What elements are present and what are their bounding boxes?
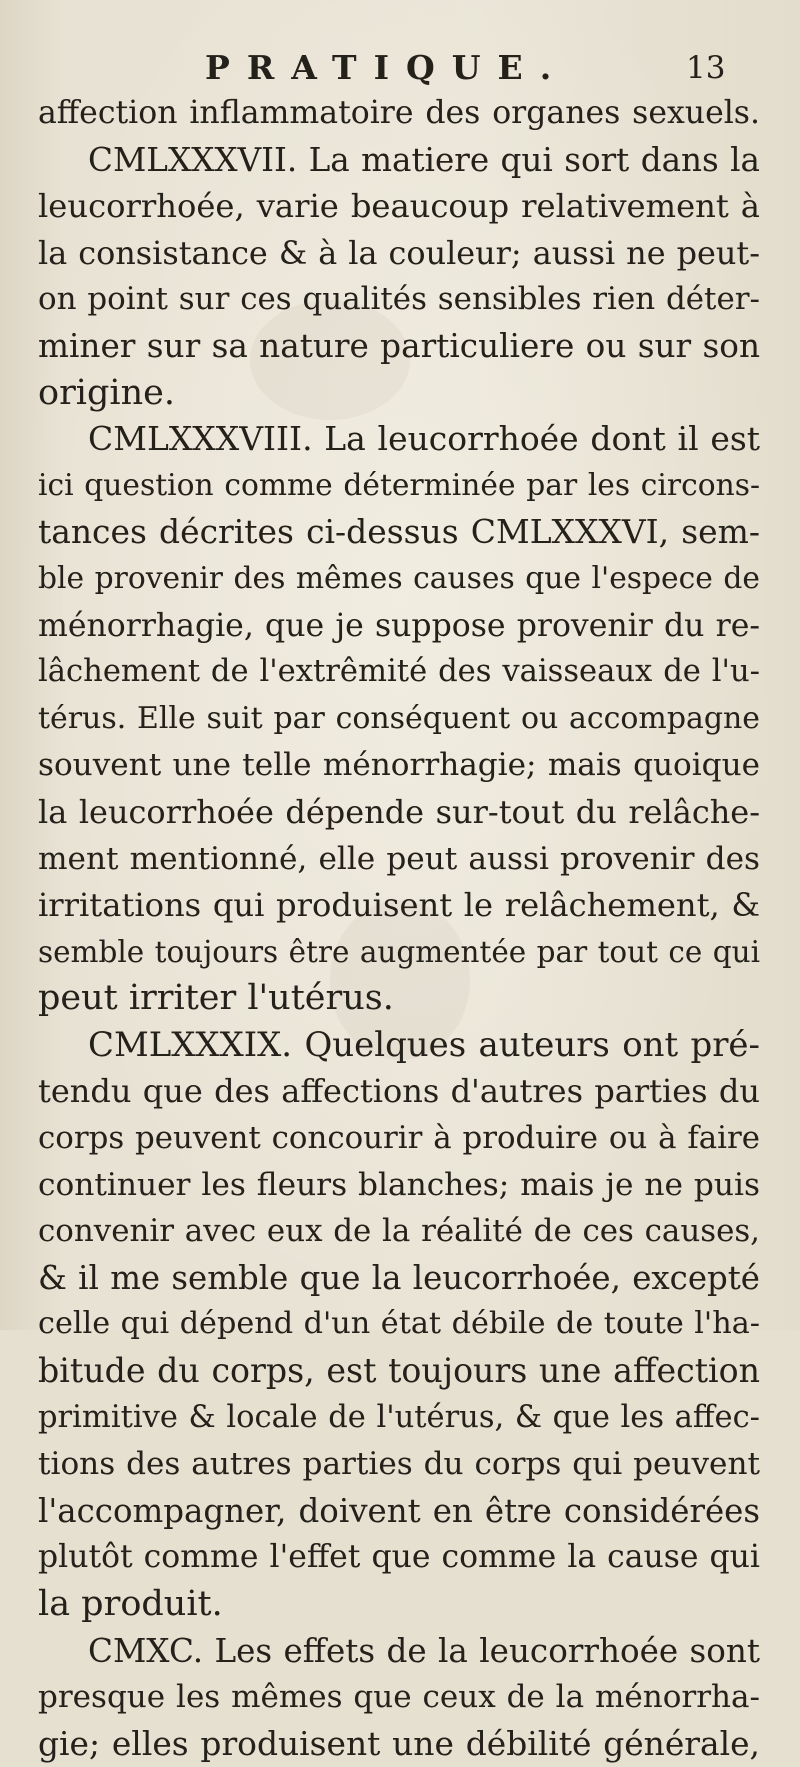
text-line: continuer les fleurs blanches; mais je ne puis — [38, 1166, 760, 1203]
text-line: ménorrhagie, que je suppose provenir du re- — [38, 607, 760, 644]
text-line: la consistance & à la couleur; aussi ne peut- — [38, 233, 760, 272]
text-line: CMLXXXIX. Quelques auteurs ont pré- — [88, 1024, 760, 1065]
text-line: origine. — [38, 372, 175, 413]
text-line: on point sur ces qualités sensibles rien déter- — [38, 281, 760, 318]
text-line: ici question comme déterminée par les circons- — [38, 467, 760, 503]
text-line: gie; elles produisent une débilité générale, — [38, 1723, 760, 1763]
text-line: la leucorrhoée dépende sur-tout du relâche- — [38, 792, 760, 831]
text-line: celle qui dépend d'un état débile de toute l'ha- — [38, 1306, 760, 1342]
text-line: tions des autres parties du corps qui peuvent — [38, 1446, 760, 1483]
text-line: l'accompagner, doivent en être considérées — [38, 1491, 760, 1530]
text-line: souvent une telle ménorrhagie; mais quoique — [38, 747, 760, 784]
running-head — [0, 48, 800, 88]
text-line: CMXC. Les effets de la leucorrhoée sont — [88, 1631, 760, 1670]
text-line: miner sur sa nature particuliere ou sur son — [38, 326, 760, 365]
text-line: CMLXXXVII. La matiere qui sort dans la — [88, 140, 760, 179]
text-line: peut irriter l'utérus. — [38, 978, 394, 1019]
text-line: térus. Elle suit par conséquent ou accompagne — [38, 700, 760, 736]
text-line: bitude du corps, est toujours une affection — [38, 1351, 760, 1391]
text-line: convenir avec eux de la réalité de ces causes, — [38, 1213, 760, 1250]
text-line: ment mentionné, elle peut aussi provenir des — [38, 840, 760, 877]
text-line: tances décrites ci-dessus CMLXXXVI, sem- — [38, 512, 760, 552]
text-line: tendu que des affections d'autres parties du — [38, 1072, 760, 1111]
body-text — [38, 90, 760, 1767]
text-line: ble provenir des mêmes causes que l'espece de — [38, 560, 760, 596]
text-line: CMLXXXVIII. La leucorrhoée dont il est — [88, 419, 760, 459]
text-line: la produit. — [38, 1584, 223, 1624]
page-number: 13 — [686, 50, 726, 86]
text-line: primitive & locale de l'utérus, & que les affec- — [38, 1399, 760, 1435]
text-line: semble toujours être augmentée par tout ce qui — [38, 934, 760, 969]
text-line: presque les mêmes que ceux de la ménorrha- — [38, 1679, 760, 1716]
text-line: lâchement de l'extrêmité des vaisseaux de l'u- — [38, 654, 760, 690]
text-line: corps peuvent concourir à produire ou à faire — [38, 1120, 760, 1157]
text-line: plutôt comme l'effet que comme la cause qui — [38, 1539, 760, 1576]
text-line: leucorrhoée, varie beaucoup relativement à — [38, 187, 760, 226]
running-title: PRATIQUE. — [205, 48, 569, 87]
text-line: & il me semble que la leucorrhoée, excepté — [38, 1258, 760, 1297]
text-line: irritations qui produisent le relâchement, & — [38, 886, 760, 925]
text-line: affection inflammatoire des organes sexuels. — [38, 95, 760, 131]
